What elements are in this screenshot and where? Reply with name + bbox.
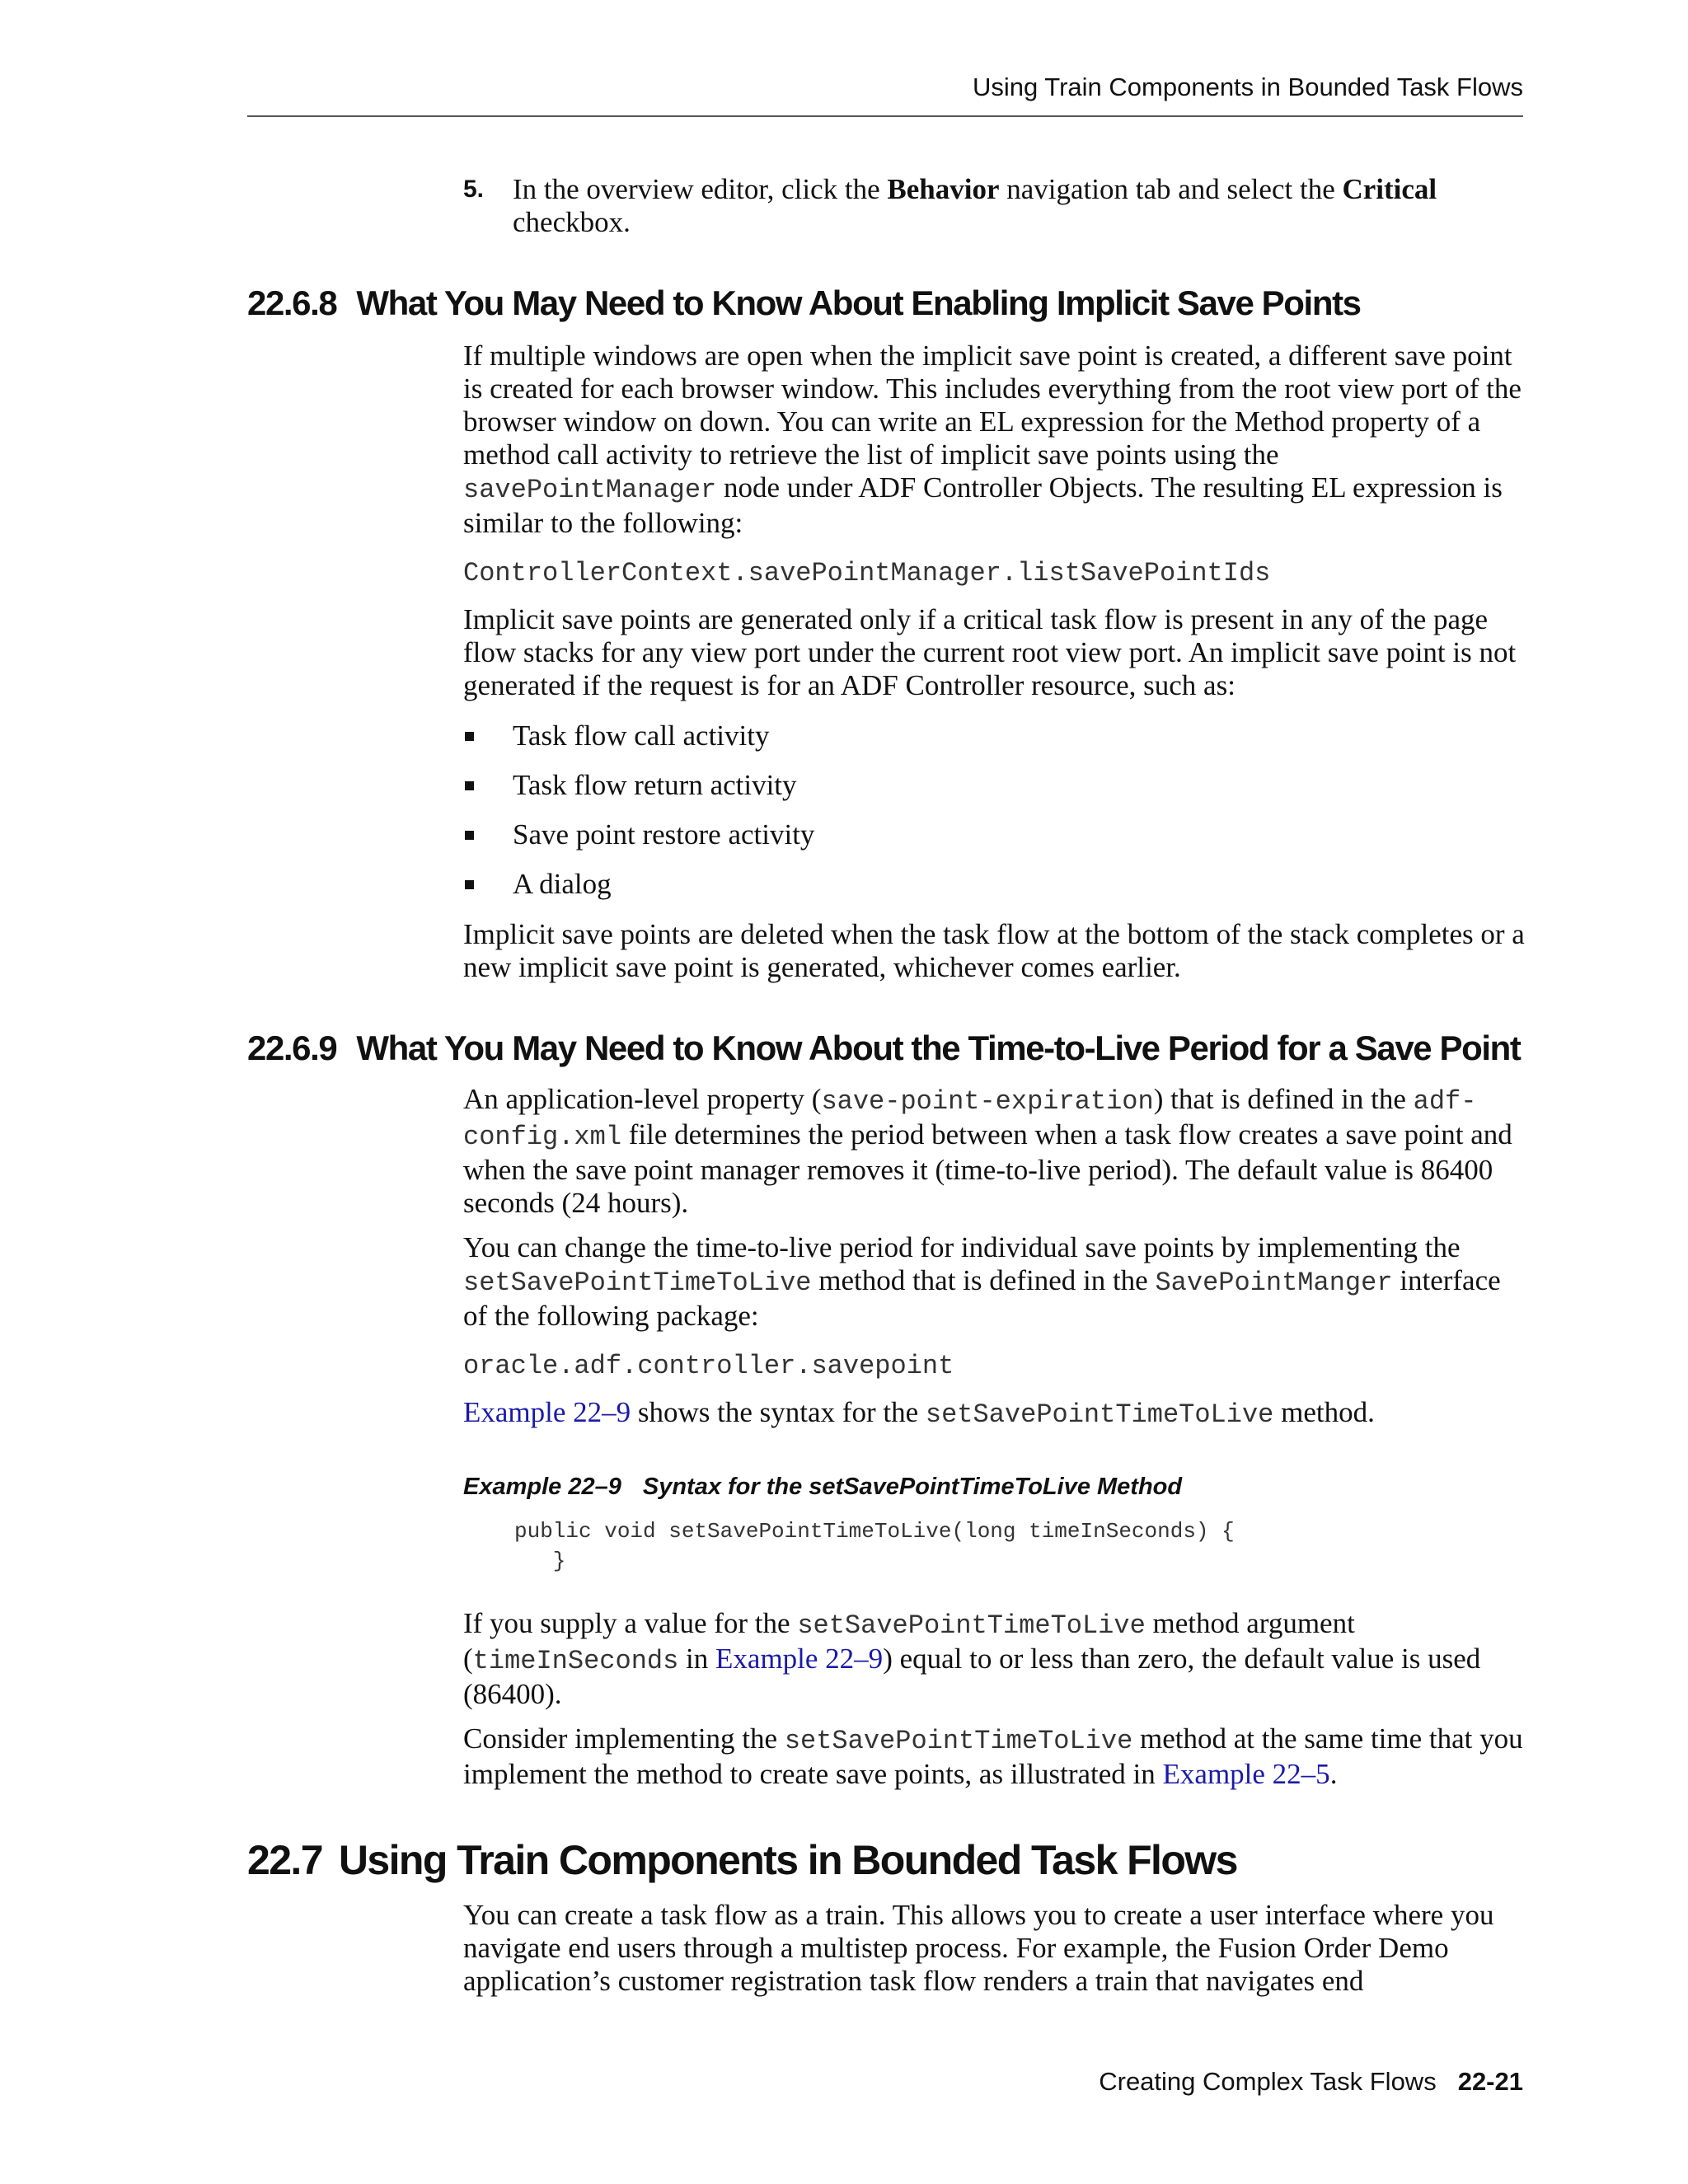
paragraph-container	[463, 918, 1526, 984]
package-name: oracle.adf.controller.savepoint	[463, 1351, 954, 1381]
bullet-square-icon	[465, 781, 474, 790]
section-heading-22-7	[247, 1836, 1237, 1884]
list-item: Task flow call activity	[463, 719, 1526, 752]
bullet-square-icon	[465, 831, 474, 840]
inline-code: setSavePointTimeToLive	[925, 1399, 1274, 1430]
step-text: In the overview editor, click the Behavior navigation tab and select the Critical checkbox.	[513, 173, 1437, 238]
example-22-9-link[interactable]: Example 22–9	[463, 1396, 631, 1428]
paragraph: Example 22–9 shows the syntax for the setSavePointTimeToLive method.	[463, 1396, 1375, 1430]
section-number: 22.6.9	[247, 1029, 337, 1067]
running-header: Using Train Components in Bounded Task Flows	[973, 73, 1523, 101]
inline-code: savePointManager	[463, 475, 717, 505]
paragraph: You can change the time-to-live period for individual save points by implementing the setSavePointTimeToLive method that is defined in the SavePointManger interface of the following package:	[463, 1231, 1501, 1332]
behavior-tab-label: Behavior	[887, 173, 1000, 205]
paragraph-container	[463, 1231, 1526, 1333]
header-rule	[247, 115, 1523, 117]
paragraph: Implicit save points are generated only if a critical task flow is present in any of the page flow stacks for any view port under the current root view port. An implicit save point is not generated if the request is for an ADF Controller resource, such as:	[463, 603, 1517, 701]
section-number: 22.7	[247, 1837, 322, 1883]
inline-code: setSavePointTimeToLive	[797, 1610, 1146, 1641]
paragraph-container	[463, 1899, 1526, 1998]
example-22-9-link[interactable]: Example 22–9	[715, 1643, 884, 1675]
inline-code: save-point-expiration	[821, 1086, 1154, 1117]
list-item: Task flow return activity	[463, 769, 1526, 802]
section-heading-22-6-8	[247, 284, 1361, 323]
paragraph-container	[463, 1083, 1526, 1220]
paragraph: You can create a task flow as a train. This allows you to create a user interface where you navigate end users through a multistep process. For example, the Fusion Order Demo application’s customer registration task flow renders a train that navigates end	[463, 1899, 1494, 1997]
section-22-6-8-body	[463, 340, 1526, 540]
paragraph-container	[463, 1607, 1526, 1711]
example-label: Example 22–9	[463, 1474, 621, 1500]
step-5	[463, 173, 1526, 239]
list-item: Save point restore activity	[463, 818, 1526, 851]
section-title: Using Train Components in Bounded Task Flows	[338, 1837, 1237, 1883]
section-heading-22-6-9	[247, 1029, 1520, 1068]
inline-code: setSavePointTimeToLive	[463, 1268, 812, 1298]
section-title: What You May Need to Know About the Time-to-Live Period for a Save Point	[356, 1029, 1521, 1067]
paragraph: Implicit save points are deleted when the task flow at the bottom of the stack completes or a new implicit save point is generated, whichever comes earlier.	[463, 918, 1525, 983]
example-caption	[463, 1474, 1182, 1501]
example-title: Syntax for the setSavePointTimeToLive Method	[642, 1474, 1183, 1500]
paragraph-container	[463, 1396, 1526, 1432]
page-footer	[1099, 2067, 1523, 2097]
paragraph: If multiple windows are open when the implicit save point is created, a different save point is created for each browser window. This includes everything from the root view port of the browser window on down. You can write an EL expression for the Method property of a method call activity to retrieve the list of implicit save points using the savePointManager node under ADF Controller Objects. The resulting EL expression is similar to the following:	[463, 340, 1522, 539]
inline-code: adf-config.xml	[463, 1086, 1477, 1152]
critical-checkbox-label: Critical	[1342, 173, 1437, 205]
paragraph-container	[463, 1722, 1526, 1791]
inline-code: timeInSeconds	[472, 1646, 679, 1676]
section-number: 22.6.8	[247, 284, 337, 322]
code-block: public void setSavePointTimeToLive(long timeInSeconds) { }	[514, 1519, 1235, 1573]
section-title: What You May Need to Know About Enabling Implicit Save Points	[356, 284, 1361, 322]
bullet-square-icon	[465, 880, 474, 889]
list-item: A dialog	[463, 868, 1526, 901]
chapter-title: Creating Complex Task Flows	[1099, 2067, 1437, 2096]
inline-code: setSavePointTimeToLive	[784, 1726, 1133, 1756]
paragraph: If you supply a value for the setSavePointTimeToLive method argument (timeInSeconds in Example 22–9) equal to or less than zero, the default value is used (86400).	[463, 1607, 1481, 1710]
paragraph: An application-level property (save-point-expiration) that is defined in the adf-config.xml file determines the period between when a task flow creates a save point and when the save point manager removes it (time-to-live period). The default value is 86400 seconds (24 hours).	[463, 1083, 1512, 1219]
code-line: ControllerContext.savePointManager.listSavePointIds	[463, 558, 1271, 588]
paragraph: Consider implementing the setSavePointTimeToLive method at the same time that you implement the method to create save points, as illustrated in Example 22–5.	[463, 1722, 1523, 1790]
inline-code: SavePointManger	[1155, 1268, 1393, 1298]
page-number: 22-21	[1457, 2067, 1523, 2096]
paragraph-container	[463, 603, 1526, 702]
example-22-5-link[interactable]: Example 22–5	[1162, 1758, 1330, 1790]
bullet-square-icon	[465, 732, 474, 741]
step-number: 5.	[463, 176, 485, 203]
